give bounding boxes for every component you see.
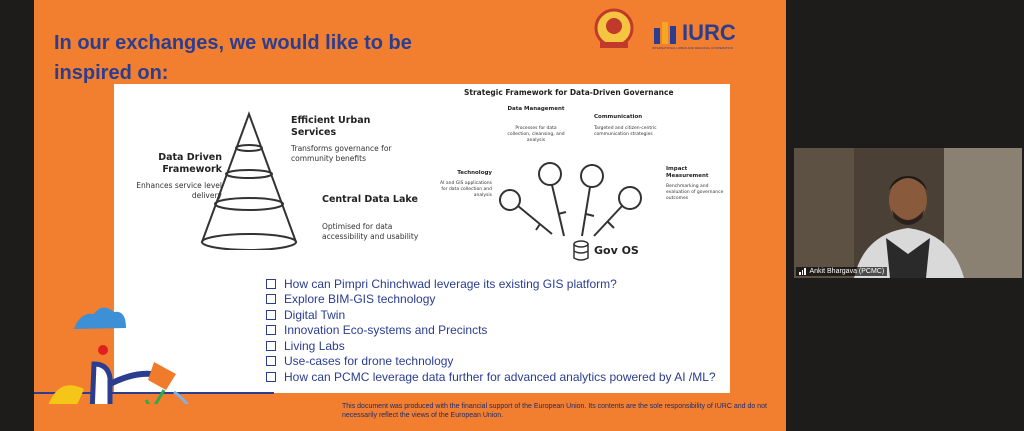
participant-video-image	[794, 148, 1022, 278]
database-icon	[572, 240, 590, 262]
eu-disclaimer: This document was produced with the financial support of the European Union. Its contents are the sole responsibility of IURC and do not necessarily reflect the views of the European Union.	[342, 403, 767, 419]
bullet-text: Digital Twin	[284, 307, 346, 322]
key-communication-heading: Communication	[594, 114, 643, 120]
bullet-text: How can PCMC leverage data further for advanced analytics powered by AI /ML?	[284, 369, 716, 384]
list-item	[266, 307, 726, 323]
building-icon	[652, 20, 680, 44]
list-item	[266, 338, 726, 354]
key-impact-desc: Benchmarking and evaluation of governance outcomes	[666, 184, 724, 201]
key-technology-heading: Technology	[457, 170, 492, 176]
iurc-logo-subtext: INTERNATIONAL URBAN AND REGIONAL COOPERATION	[652, 46, 734, 50]
person-watering-plant-illustration	[34, 214, 274, 404]
list-item	[266, 292, 726, 308]
presentation-slide	[34, 0, 786, 431]
pyramid-mid-desc: Enhances service level delivery	[136, 181, 222, 200]
logo-area	[592, 6, 772, 54]
framework-title: Strategic Framework for Data-Driven Governance	[464, 88, 674, 97]
pyramid-base-heading: Central Data Lake	[322, 194, 418, 205]
pyramid-mid-heading: Data Driven Framework	[158, 152, 222, 175]
key-communication-desc: Targeted and citizen-centric communication strategies	[594, 126, 657, 137]
gov-os-label: Gov OS	[594, 244, 639, 257]
checkbox-icon	[266, 372, 276, 382]
list-item	[266, 369, 726, 385]
pcmc-emblem-icon	[592, 6, 652, 54]
list-item	[266, 323, 726, 339]
checkbox-icon	[266, 279, 276, 289]
checkbox-icon	[266, 356, 276, 366]
checkbox-icon	[266, 294, 276, 304]
pyramid-base-desc: Optimised for data accessibility and usability	[322, 222, 419, 241]
signal-bars-icon	[799, 268, 807, 275]
key-data-management-heading: Data Management	[507, 106, 565, 112]
checkbox-icon	[266, 325, 276, 335]
content-panel	[114, 84, 730, 393]
key-technology-desc: AI and GIS applications for data collection and analysis	[440, 181, 493, 198]
pyramid-top-heading: Efficient Urban Services	[291, 115, 371, 138]
bullet-text: How can Pimpri Chinchwad leverage its existing GIS platform?	[284, 276, 617, 291]
participant-name: Ankit Bhargava (PCMC)	[809, 268, 885, 275]
participant-video-tile[interactable]	[794, 148, 1022, 278]
iurc-logo-text: IURC	[682, 20, 736, 45]
participant-name-label	[796, 267, 887, 276]
list-item	[266, 276, 726, 292]
bullet-text: Use-cases for drone technology	[284, 354, 454, 369]
bullet-list	[266, 276, 726, 385]
key-data-management-desc: Processes for data collection, cleansing, and analysis	[507, 126, 565, 143]
checkbox-icon	[266, 310, 276, 320]
list-item	[266, 354, 726, 370]
key-impact-heading: Impact Measurement	[666, 166, 709, 179]
slide-title: In our exchanges, we would like to be inspired on:	[54, 32, 412, 84]
pyramid-top-desc: Transforms governance for community benefits	[291, 144, 392, 163]
bullet-text: Living Labs	[284, 338, 345, 353]
bullet-text: Innovation Eco-systems and Precincts	[284, 323, 488, 338]
bullet-text: Explore BIM-GIS technology	[284, 292, 436, 307]
checkbox-icon	[266, 341, 276, 351]
